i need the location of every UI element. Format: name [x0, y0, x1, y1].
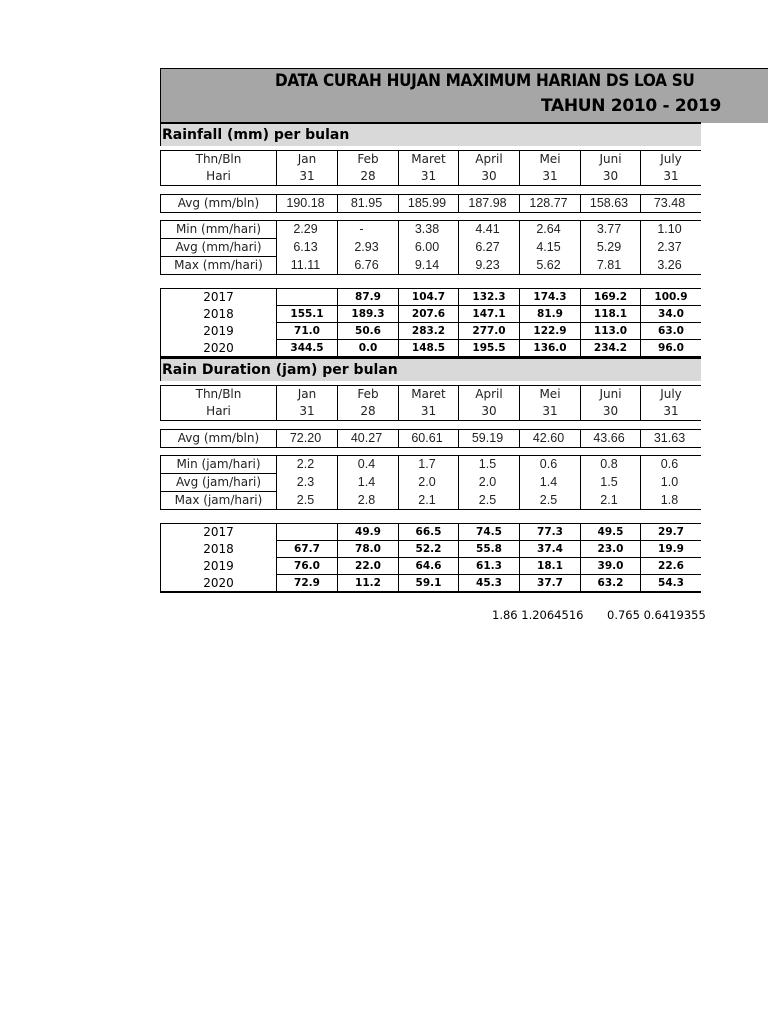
duration-header-label: Thn/Bln [161, 386, 277, 404]
duration-stat-value: 1.7 [399, 456, 459, 474]
rainfall-year-value: 277.0 [459, 323, 520, 340]
rainfall-stat-value: 6.00 [399, 239, 459, 257]
duration-stat-value: 0.8 [581, 456, 641, 474]
footer-value-right: 0.765 0.6419355 [607, 608, 706, 622]
duration-month-days: 31 [399, 403, 459, 421]
duration-year-value: 11.2 [338, 575, 399, 593]
duration-month-days: 31 [277, 403, 338, 421]
duration-stat-label: Min (jam/hari) [161, 456, 277, 474]
rainfall-year-value: 34.0 [641, 306, 702, 323]
rainfall-year-value: 148.5 [399, 340, 459, 358]
duration-year-value: 45.3 [459, 575, 520, 593]
rainfall-stat-value: 2.93 [338, 239, 399, 257]
rainfall-header-label: Thn/Bln [161, 151, 277, 169]
sheet-content [160, 122, 701, 602]
rainfall-stat-label: Min (mm/hari) [161, 221, 277, 239]
rainfall-stat-value: 2.29 [277, 221, 338, 239]
rainfall-avg-value: 187.98 [459, 195, 520, 213]
duration-avg-value: 72.20 [277, 430, 338, 448]
rainfall-stat-value: 3.77 [581, 221, 641, 239]
duration-month-name: July [641, 386, 702, 404]
duration-header-label: Hari [161, 403, 277, 421]
rainfall-month-days: 31 [641, 168, 702, 186]
rainfall-years-table [160, 288, 701, 358]
duration-stat-value: 2.3 [277, 474, 338, 492]
duration-month-name: Feb [338, 386, 399, 404]
rainfall-stat-value: 7.81 [581, 257, 641, 275]
duration-stat-value: 1.8 [641, 492, 702, 510]
duration-stat-value: 1.0 [641, 474, 702, 492]
duration-avg-value: 42.60 [520, 430, 581, 448]
duration-year-value: 74.5 [459, 524, 520, 541]
duration-stat-value: 0.6 [520, 456, 581, 474]
rainfall-month-name: July [641, 151, 702, 169]
rainfall-stat-value: 2.37 [641, 239, 702, 257]
duration-stat-value: 2.5 [277, 492, 338, 510]
rainfall-stat-value: 5.29 [581, 239, 641, 257]
rainfall-avg-value: 158.63 [581, 195, 641, 213]
duration-month-name: April [459, 386, 520, 404]
duration-avg-label: Avg (mm/bln) [161, 430, 277, 448]
duration-year-value: 55.8 [459, 541, 520, 558]
duration-section-header [160, 357, 701, 381]
duration-year-value: 59.1 [399, 575, 459, 593]
duration-stat-label: Max (jam/hari) [161, 492, 277, 510]
duration-stat-value: 1.4 [338, 474, 399, 492]
duration-year-value: 19.9 [641, 541, 702, 558]
duration-year-value: 63.2 [581, 575, 641, 593]
rainfall-year-value: 63.0 [641, 323, 702, 340]
duration-year-label: 2019 [161, 558, 277, 575]
rainfall-year-label: 2017 [161, 289, 277, 306]
rainfall-stat-value: 9.23 [459, 257, 520, 275]
rainfall-year-value: 87.9 [338, 289, 399, 306]
duration-year-value: 54.3 [641, 575, 702, 593]
rainfall-stat-value: 3.38 [399, 221, 459, 239]
duration-avg-value: 31.63 [641, 430, 702, 448]
rainfall-avg-label: Avg (mm/bln) [161, 195, 277, 213]
duration-stat-value: 1.4 [520, 474, 581, 492]
duration-month-days: 30 [581, 403, 641, 421]
rainfall-stat-value: 1.10 [641, 221, 702, 239]
rainfall-month-days: 31 [399, 168, 459, 186]
duration-stat-value: 2.0 [459, 474, 520, 492]
duration-stat-value: 0.4 [338, 456, 399, 474]
duration-month-days: 31 [641, 403, 702, 421]
rainfall-month-name: Mei [520, 151, 581, 169]
duration-year-value: 66.5 [399, 524, 459, 541]
rainfall-year-value: 195.5 [459, 340, 520, 358]
rainfall-year-value: 147.1 [459, 306, 520, 323]
rainfall-avg-value: 81.95 [338, 195, 399, 213]
duration-year-value: 37.4 [520, 541, 581, 558]
rainfall-month-days: 31 [520, 168, 581, 186]
duration-section-title: Rain Duration (jam) per bulan [162, 362, 398, 378]
rainfall-year-label: 2018 [161, 306, 277, 323]
duration-year-value: 37.7 [520, 575, 581, 593]
rainfall-year-value: 234.2 [581, 340, 641, 358]
rainfall-avg-value: 185.99 [399, 195, 459, 213]
duration-month-name: Mei [520, 386, 581, 404]
duration-year-value [277, 524, 338, 541]
rainfall-stats-table [160, 220, 701, 275]
rainfall-year-value: 207.6 [399, 306, 459, 323]
duration-year-value: 18.1 [520, 558, 581, 575]
rainfall-section-title: Rainfall (mm) per bulan [162, 127, 350, 143]
rainfall-month-name: Jan [277, 151, 338, 169]
duration-month-days: 28 [338, 403, 399, 421]
rainfall-year-value: 122.9 [520, 323, 581, 340]
duration-year-label: 2020 [161, 575, 277, 593]
duration-years-table [160, 523, 701, 593]
duration-year-value: 22.0 [338, 558, 399, 575]
rainfall-year-value: 169.2 [581, 289, 641, 306]
duration-avg-value: 59.19 [459, 430, 520, 448]
duration-year-value: 61.3 [459, 558, 520, 575]
rainfall-stat-value: 6.27 [459, 239, 520, 257]
rainfall-year-value: 0.0 [338, 340, 399, 358]
duration-year-value: 39.0 [581, 558, 641, 575]
duration-year-label: 2017 [161, 524, 277, 541]
rainfall-month-name: April [459, 151, 520, 169]
duration-stat-value: 2.0 [399, 474, 459, 492]
rainfall-stat-value: 5.62 [520, 257, 581, 275]
rainfall-year-value: 136.0 [520, 340, 581, 358]
title-line-2: TAHUN 2010 - 2019 [541, 96, 722, 116]
rainfall-stat-value: 6.13 [277, 239, 338, 257]
rainfall-avg-value: 190.18 [277, 195, 338, 213]
rainfall-year-label: 2019 [161, 323, 277, 340]
duration-stat-value: 1.5 [581, 474, 641, 492]
rainfall-avg-value: 128.77 [520, 195, 581, 213]
rainfall-stat-value: 9.14 [399, 257, 459, 275]
rainfall-stat-value: - [338, 221, 399, 239]
rainfall-stat-value: 3.26 [641, 257, 702, 275]
duration-year-value: 22.6 [641, 558, 702, 575]
duration-stat-value: 2.8 [338, 492, 399, 510]
duration-avg-table [160, 429, 701, 448]
rainfall-year-label: 2020 [161, 340, 277, 358]
rainfall-stat-value: 4.15 [520, 239, 581, 257]
rainfall-year-value: 344.5 [277, 340, 338, 358]
rainfall-year-value: 104.7 [399, 289, 459, 306]
duration-avg-value: 43.66 [581, 430, 641, 448]
rainfall-year-value: 50.6 [338, 323, 399, 340]
duration-stat-value: 0.6 [641, 456, 702, 474]
duration-stat-label: Avg (jam/hari) [161, 474, 277, 492]
rainfall-year-value: 100.9 [641, 289, 702, 306]
duration-year-label: 2018 [161, 541, 277, 558]
rainfall-month-days: 31 [277, 168, 338, 186]
rainfall-year-value: 118.1 [581, 306, 641, 323]
rainfall-year-value: 189.3 [338, 306, 399, 323]
title-line-1: DATA CURAH HUJAN MAXIMUM HARIAN DS LOA SU [275, 71, 695, 91]
rainfall-year-value: 155.1 [277, 306, 338, 323]
duration-avg-value: 60.61 [399, 430, 459, 448]
duration-month-days: 31 [520, 403, 581, 421]
duration-year-value: 49.9 [338, 524, 399, 541]
rainfall-stat-value: 4.41 [459, 221, 520, 239]
duration-stat-value: 2.1 [581, 492, 641, 510]
duration-stats-table [160, 455, 701, 510]
rainfall-stat-label: Avg (mm/hari) [161, 239, 277, 257]
duration-month-name: Maret [399, 386, 459, 404]
duration-year-value: 64.6 [399, 558, 459, 575]
rainfall-year-value: 132.3 [459, 289, 520, 306]
rainfall-month-name: Juni [581, 151, 641, 169]
rainfall-year-value: 113.0 [581, 323, 641, 340]
rainfall-stat-value: 6.76 [338, 257, 399, 275]
duration-stat-value: 2.1 [399, 492, 459, 510]
rainfall-month-days: 30 [459, 168, 520, 186]
rainfall-section-header [160, 122, 701, 146]
rainfall-header-label: Hari [161, 168, 277, 186]
duration-year-value: 78.0 [338, 541, 399, 558]
duration-avg-value: 40.27 [338, 430, 399, 448]
rainfall-month-header [160, 150, 701, 186]
duration-year-value: 67.7 [277, 541, 338, 558]
duration-month-header [160, 385, 701, 421]
rainfall-month-days: 28 [338, 168, 399, 186]
duration-month-days: 30 [459, 403, 520, 421]
duration-year-value: 76.0 [277, 558, 338, 575]
rainfall-year-value [277, 289, 338, 306]
duration-year-value: 23.0 [581, 541, 641, 558]
rainfall-stat-label: Max (mm/hari) [161, 257, 277, 275]
duration-year-value: 77.3 [520, 524, 581, 541]
duration-month-name: Jan [277, 386, 338, 404]
rainfall-year-value: 71.0 [277, 323, 338, 340]
rainfall-year-value: 283.2 [399, 323, 459, 340]
rainfall-month-days: 30 [581, 168, 641, 186]
title-band [160, 68, 768, 122]
rainfall-stat-value: 11.11 [277, 257, 338, 275]
duration-month-name: Juni [581, 386, 641, 404]
rainfall-year-value: 174.3 [520, 289, 581, 306]
duration-stat-value: 2.2 [277, 456, 338, 474]
rainfall-avg-table [160, 194, 701, 213]
duration-year-value: 49.5 [581, 524, 641, 541]
footer-value-left: 1.86 1.2064516 [492, 608, 584, 622]
rainfall-month-name: Maret [399, 151, 459, 169]
rainfall-avg-value: 73.48 [641, 195, 702, 213]
rainfall-year-value: 81.9 [520, 306, 581, 323]
duration-stat-value: 2.5 [520, 492, 581, 510]
rainfall-stat-value: 2.64 [520, 221, 581, 239]
rainfall-year-value: 96.0 [641, 340, 702, 358]
duration-year-value: 52.2 [399, 541, 459, 558]
rainfall-month-name: Feb [338, 151, 399, 169]
duration-stat-value: 1.5 [459, 456, 520, 474]
duration-year-value: 72.9 [277, 575, 338, 593]
duration-stat-value: 2.5 [459, 492, 520, 510]
duration-year-value: 29.7 [641, 524, 702, 541]
